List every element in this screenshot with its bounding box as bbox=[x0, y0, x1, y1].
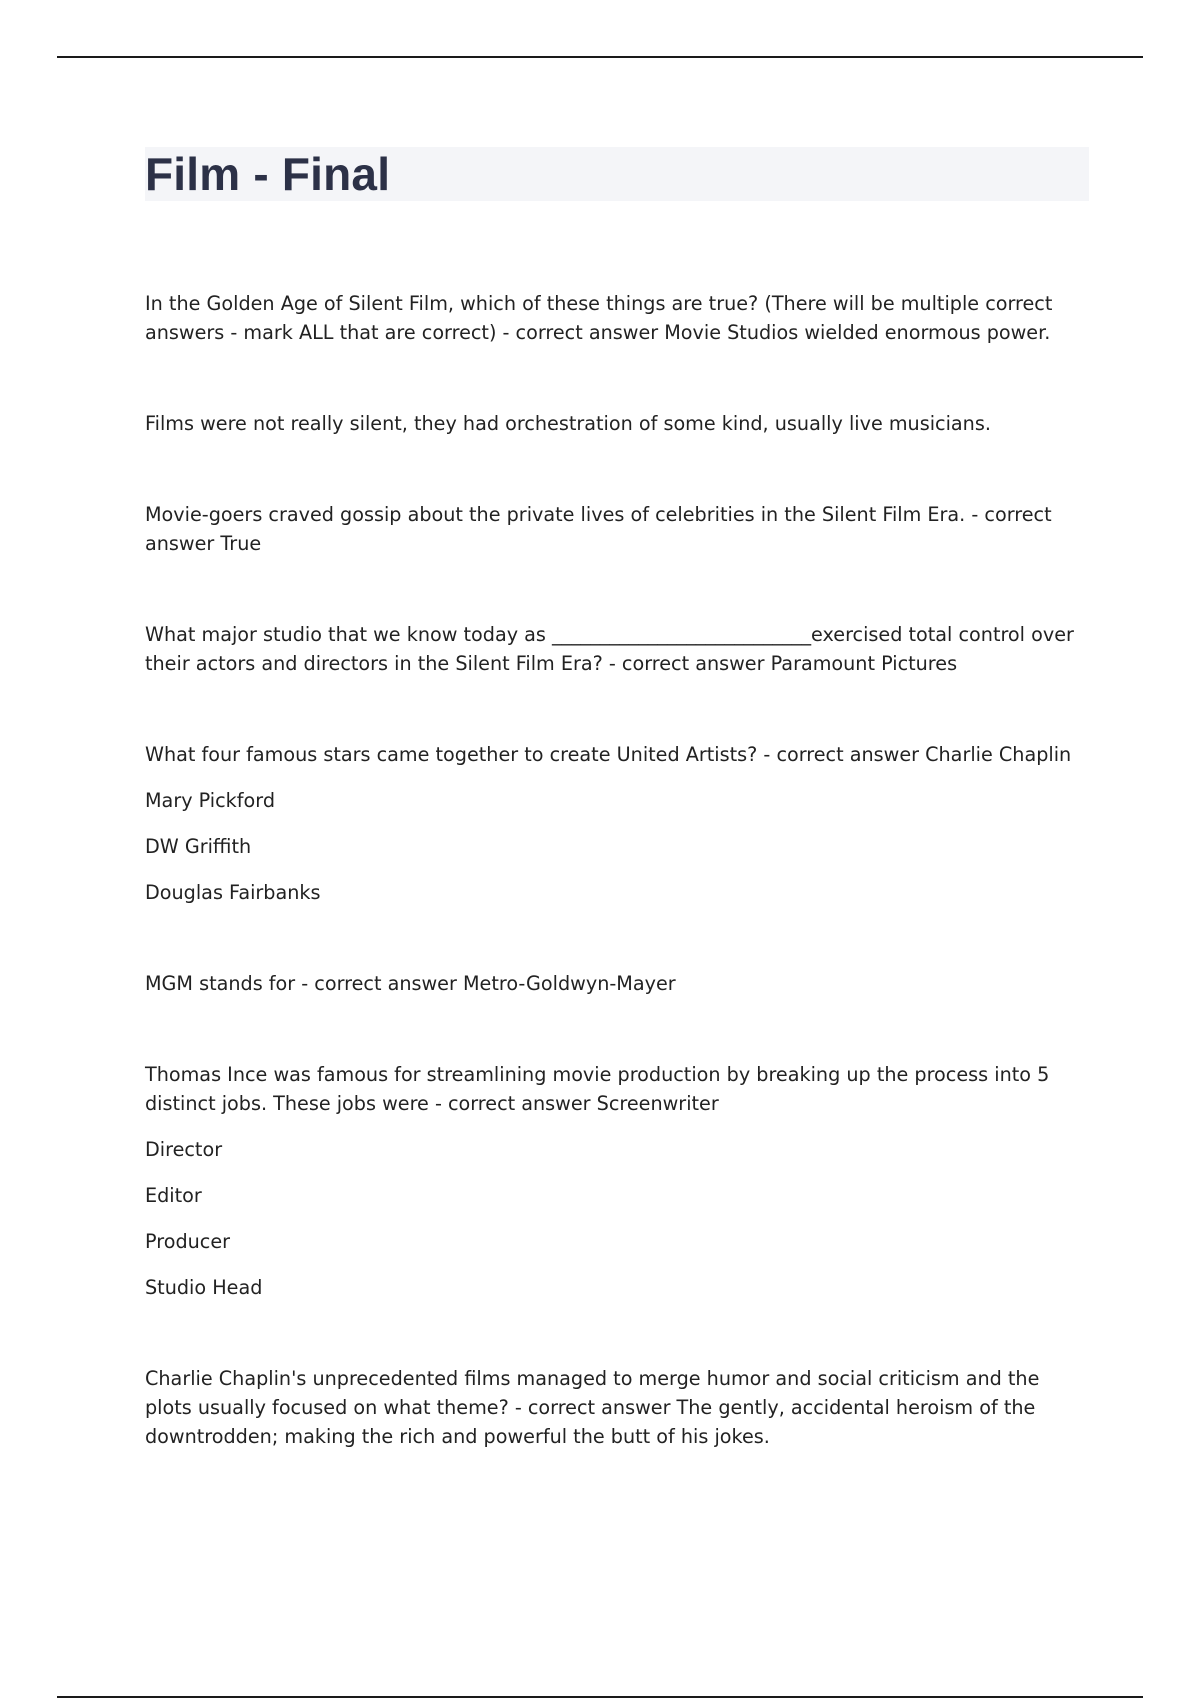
question-text: What major studio that we know today as ___________________________exercised total control over their actors and directors in the Silent Film Era? - correct answer Paramount Pictures bbox=[145, 623, 1074, 675]
answer-line: Douglas Fairbanks bbox=[145, 881, 321, 904]
title-band bbox=[145, 147, 1089, 201]
answer-line: Mary Pickford bbox=[145, 789, 276, 812]
answer-line: Director bbox=[145, 1138, 223, 1161]
question-text: Charlie Chaplin's unprecedented films managed to merge humor and social criticism and the plots usually focused on what theme? - correct answer The gently, accidental heroism of the downtrodden; making the rich and powerful the butt of his jokes. bbox=[145, 1367, 1040, 1448]
answer-line: Producer bbox=[145, 1230, 231, 1253]
question-text: In the Golden Age of Silent Film, which of these things are true? (There will be multiple correct answers - mark ALL that are correct) - correct answer Movie Studios wielded enormous power. bbox=[145, 292, 1053, 344]
question-text: Movie-goers craved gossip about the private lives of celebrities in the Silent Film Era. - correct answer True bbox=[145, 503, 1052, 555]
answer-line: Studio Head bbox=[145, 1276, 263, 1299]
qa-item bbox=[145, 1364, 1085, 1451]
answer-line: DW Griffith bbox=[145, 835, 252, 858]
question-text: MGM stands for - correct answer Metro-Goldwyn-Mayer bbox=[145, 972, 676, 995]
qa-item bbox=[145, 1060, 1085, 1302]
page-title: Film - Final bbox=[145, 148, 391, 200]
bottom-rule bbox=[57, 1696, 1143, 1698]
question-text: What four famous stars came together to create United Artists? - correct answer Charlie Chaplin bbox=[145, 743, 1072, 766]
qa-item bbox=[145, 409, 1085, 438]
top-rule bbox=[57, 56, 1143, 58]
qa-item bbox=[145, 969, 1085, 998]
qa-item bbox=[145, 289, 1085, 347]
question-text: Films were not really silent, they had orchestration of some kind, usually live musicians. bbox=[145, 412, 991, 435]
answer-line: Editor bbox=[145, 1184, 202, 1207]
qa-item bbox=[145, 740, 1085, 907]
document-body bbox=[145, 289, 1085, 1513]
question-text: Thomas Ince was famous for streamlining movie production by breaking up the process into 5 distinct jobs. These jobs were - correct answer Screenwriter bbox=[145, 1063, 1050, 1115]
qa-item bbox=[145, 620, 1085, 678]
qa-item bbox=[145, 500, 1085, 558]
